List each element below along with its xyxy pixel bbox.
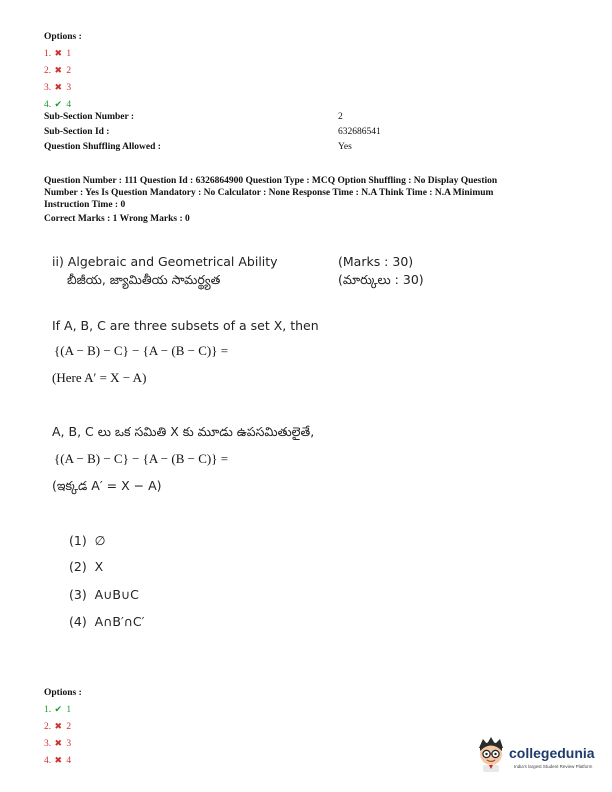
logo-name: collegedunia bbox=[509, 745, 595, 761]
choice-item: (4) A∩B′∩C′ bbox=[69, 614, 145, 629]
student-mascot-icon bbox=[474, 735, 508, 773]
subsection-number-label: Sub-Section Number : bbox=[44, 112, 135, 122]
question-note-te: (ఇక్కడ A′ = X − A) bbox=[52, 478, 162, 493]
choice-item: (2) X bbox=[69, 559, 104, 574]
question-expression-en: {(A − B) − C} − {A − (B − C)} = bbox=[54, 343, 229, 358]
option-item: 3. ✖ 3 bbox=[44, 738, 72, 749]
collegedunia-logo bbox=[474, 733, 604, 777]
question-header: Question Number : 111 Question Id : 6326864900 Question Type : MCQ Option Shuffling : No Display Question Number : Yes Is Question Mandatory : No Calculator : None Response Time : N.A Think Time : N.A Minimum Instruction Time : 0 Correct Marks : 1 Wrong Marks : 0 bbox=[44, 175, 574, 225]
top-options bbox=[44, 29, 82, 113]
question-intro-te: A, B, C లు ఒక సమితి X కు మూడు ఉపసమితులైతే, bbox=[52, 424, 315, 439]
options-label: Options : bbox=[44, 688, 82, 698]
option-item: 4. ✔ 4 bbox=[44, 99, 72, 110]
check-icon: ✔ bbox=[54, 704, 63, 714]
choice-item: (3) A∪B∪C bbox=[69, 587, 139, 602]
section-marks-en: (Marks : 30) bbox=[338, 254, 414, 269]
question-shuffling-label: Question Shuffling Allowed : bbox=[44, 142, 161, 152]
question-intro-en: If A, B, C are three subsets of a set X, then bbox=[52, 318, 319, 333]
cross-icon: ✖ bbox=[54, 738, 63, 748]
question-note-en: (Here A′ = X − A) bbox=[52, 370, 147, 385]
cross-icon: ✖ bbox=[54, 48, 63, 58]
bottom-options bbox=[44, 685, 82, 769]
option-item: 2. ✖ 2 bbox=[44, 721, 72, 732]
option-item: 4. ✖ 4 bbox=[44, 755, 72, 766]
choice-item: (1) ∅ bbox=[69, 533, 106, 548]
cross-icon: ✖ bbox=[54, 82, 63, 92]
marks-line: Correct Marks : 1 Wrong Marks : 0 bbox=[44, 214, 190, 224]
question-expression-te: {(A − B) − C} − {A − (B − C)} = bbox=[54, 451, 229, 466]
section-title-te: బీజీయ, జ్యామితీయ సామర్థ్యత bbox=[67, 272, 221, 287]
section-marks-te: (మార్కులు : 30) bbox=[338, 272, 424, 287]
subsection-id-label: Sub-Section Id : bbox=[44, 127, 110, 137]
section-title-en: ii) Algebraic and Geometrical Ability bbox=[52, 254, 278, 269]
cross-icon: ✖ bbox=[54, 755, 63, 765]
options-label: Options : bbox=[44, 32, 82, 42]
cross-icon: ✖ bbox=[54, 65, 63, 75]
option-item: 3. ✖ 3 bbox=[44, 82, 72, 93]
option-item: 1. ✖ 1 bbox=[44, 48, 72, 59]
subsection-number-value: 2 bbox=[338, 112, 343, 122]
subsection-id-value: 632686541 bbox=[338, 127, 381, 137]
cross-icon: ✖ bbox=[54, 721, 63, 731]
option-item: 1. ✔ 1 bbox=[44, 704, 72, 715]
logo-tagline: India's largest Student Review Platform bbox=[514, 764, 593, 769]
question-shuffling-value: Yes bbox=[338, 142, 352, 152]
check-icon: ✔ bbox=[54, 99, 63, 109]
option-item: 2. ✖ 2 bbox=[44, 65, 72, 76]
